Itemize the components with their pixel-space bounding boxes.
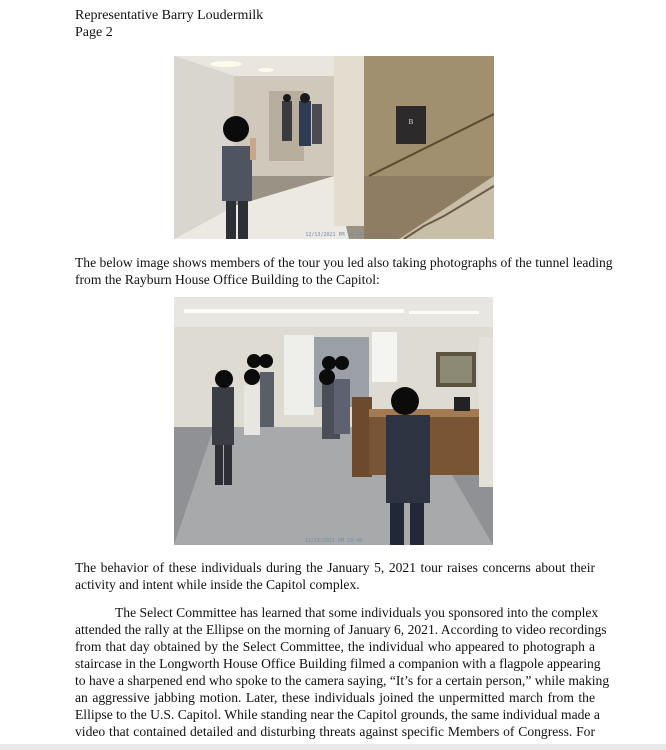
letter-header bbox=[75, 7, 263, 41]
tunnel-scene bbox=[174, 297, 493, 545]
hallway-scene bbox=[174, 56, 494, 239]
caption-paragraph-2 bbox=[75, 559, 595, 593]
surveillance-photo-hallway bbox=[174, 56, 494, 239]
text-line: Ellipse to the U.S. Capitol. While standing near the Capitol grounds, the same individual made a bbox=[75, 707, 600, 722]
text-line: video that contained detailed and disturbing threats against specific Members of Congress. For bbox=[75, 724, 595, 739]
photo-timestamp: 12/13/2021 PM 10:43 bbox=[305, 232, 363, 238]
text-line: The Select Committee has learned that some individuals you sponsored into the complex bbox=[115, 605, 599, 620]
text-line: from the Rayburn House Office Building to the Capitol: bbox=[75, 272, 380, 287]
page-number: Page 2 bbox=[75, 25, 113, 40]
text-line: The below image shows members of the tour you led also taking photographs of the tunnel leading bbox=[75, 255, 613, 270]
body-paragraph bbox=[75, 604, 610, 740]
text-line: The behavior of these individuals during the January 5, 2021 tour raises concerns about their bbox=[75, 560, 595, 575]
caption-paragraph-1 bbox=[75, 254, 613, 288]
recipient-line: Representative Barry Loudermilk bbox=[75, 8, 264, 23]
text-line: activity and intent while inside the Capitol complex. bbox=[75, 577, 360, 592]
photo-timestamp: 12/13/2021 PM 10:44 bbox=[304, 538, 363, 544]
text-line: from that day obtained by the Select Committee, the individual who appeared to photograph a bbox=[75, 639, 595, 654]
text-line: staircase in the Longworth House Office Building filmed a companion with a flagpole appearing bbox=[75, 656, 601, 671]
text-line: to have a sharpened end who spoke to the camera saying, “It’s for a certain person,” while making bbox=[75, 673, 610, 688]
text-line: attended the rally at the Ellipse on the morning of January 6, 2021. According to video recordings bbox=[75, 622, 607, 637]
surveillance-photo-tunnel bbox=[174, 297, 493, 545]
text-line: an aggressive jabbing motion. Later, these individuals joined the unpermitted march from the bbox=[75, 690, 595, 705]
svg-text:B: B bbox=[408, 118, 414, 126]
